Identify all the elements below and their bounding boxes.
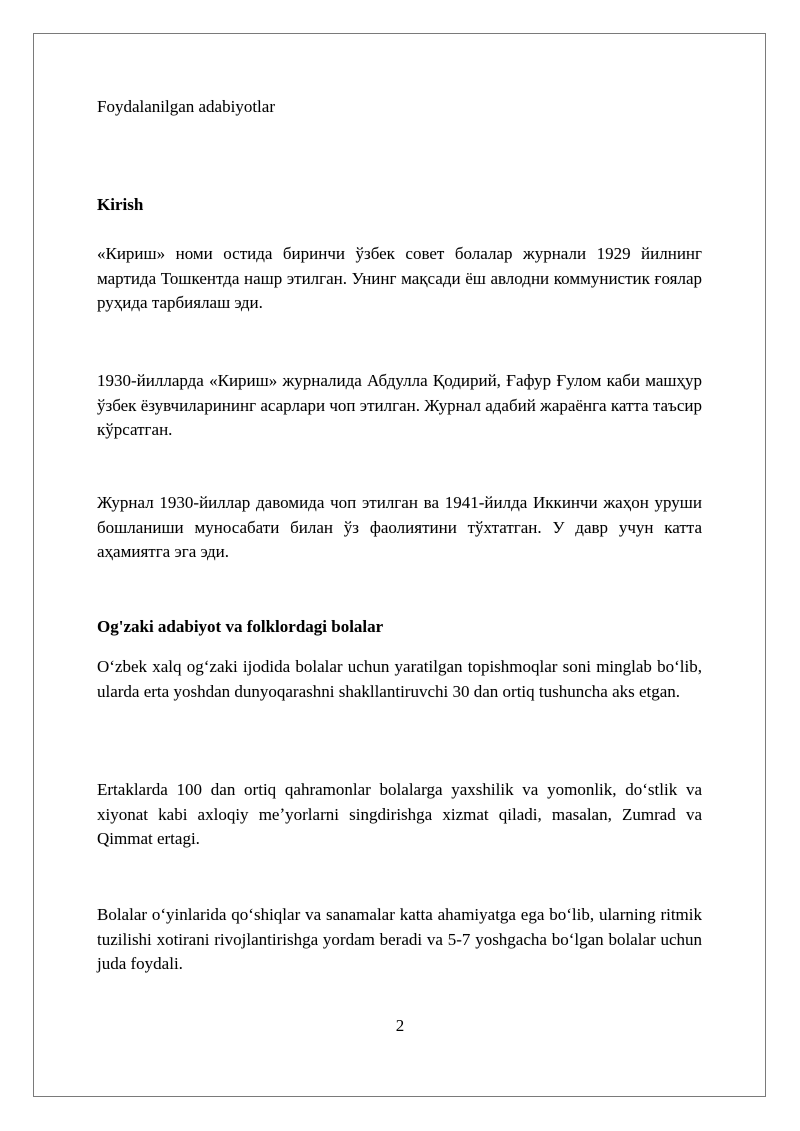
paragraph: Bolalar oʻyinlarida qoʻshiqlar va sanamalar katta ahamiyatga ega boʻlib, ularning ritmik tuzilishi xotirani rivojlantirishga yordam beradi va 5-7 yoshgacha boʻlgan bolalar uchun juda foydali.: [97, 905, 702, 973]
paragraph: Oʻzbek xalq ogʻzaki ijodida bolalar uchun yaratilgan topishmoqlar soni minglab boʻlib, ularda erta yoshdan dunyoqarashni shakllantiruvchi 30 dan ortiq tushuncha aks etgan.: [97, 657, 702, 701]
section-heading-folklore: Og'zaki adabiyot va folklordagi bolalar: [97, 617, 384, 636]
paragraph: «Кириш» номи остида биринчи ўзбек совет болалар журнали 1929 йилнинг мартида Тошкентда нашр этилган. Унинг мақсади ёш авлодни коммунистик ғоялар руҳида тарбиялаш эди.: [97, 244, 702, 312]
paragraph: Журнал 1930-йиллар давомида чоп этилган ва 1941-йилда Иккинчи жаҳон уруши бошланиши муносабати билан ўз фаолиятини тўхтатган. У давр учун катта аҳамиятга эга эди.: [97, 493, 702, 561]
paragraph: 1930-йилларда «Кириш» журналида Абдулла Қодирий, Ғафур Ғулом каби машҳур ўзбек ёзувчиларининг асарлари чоп этилган. Журнал адабий жараёнга катта таъсир кўрсатган.: [97, 371, 702, 439]
paragraph: Ertaklarda 100 dan ortiq qahramonlar bolalarga yaxshilik va yomonlik, doʻstlik va xiyonat kabi axloqiy meʼyorlarni singdirishga xizmat qiladi, masalan, Zumrad va Qimmat ertagi.: [97, 780, 702, 848]
section-heading-kirish: Kirish: [97, 195, 144, 214]
page-number: 2: [395, 1016, 405, 1035]
toc-item: Foydalanilgan adabiyotlar: [97, 97, 275, 116]
